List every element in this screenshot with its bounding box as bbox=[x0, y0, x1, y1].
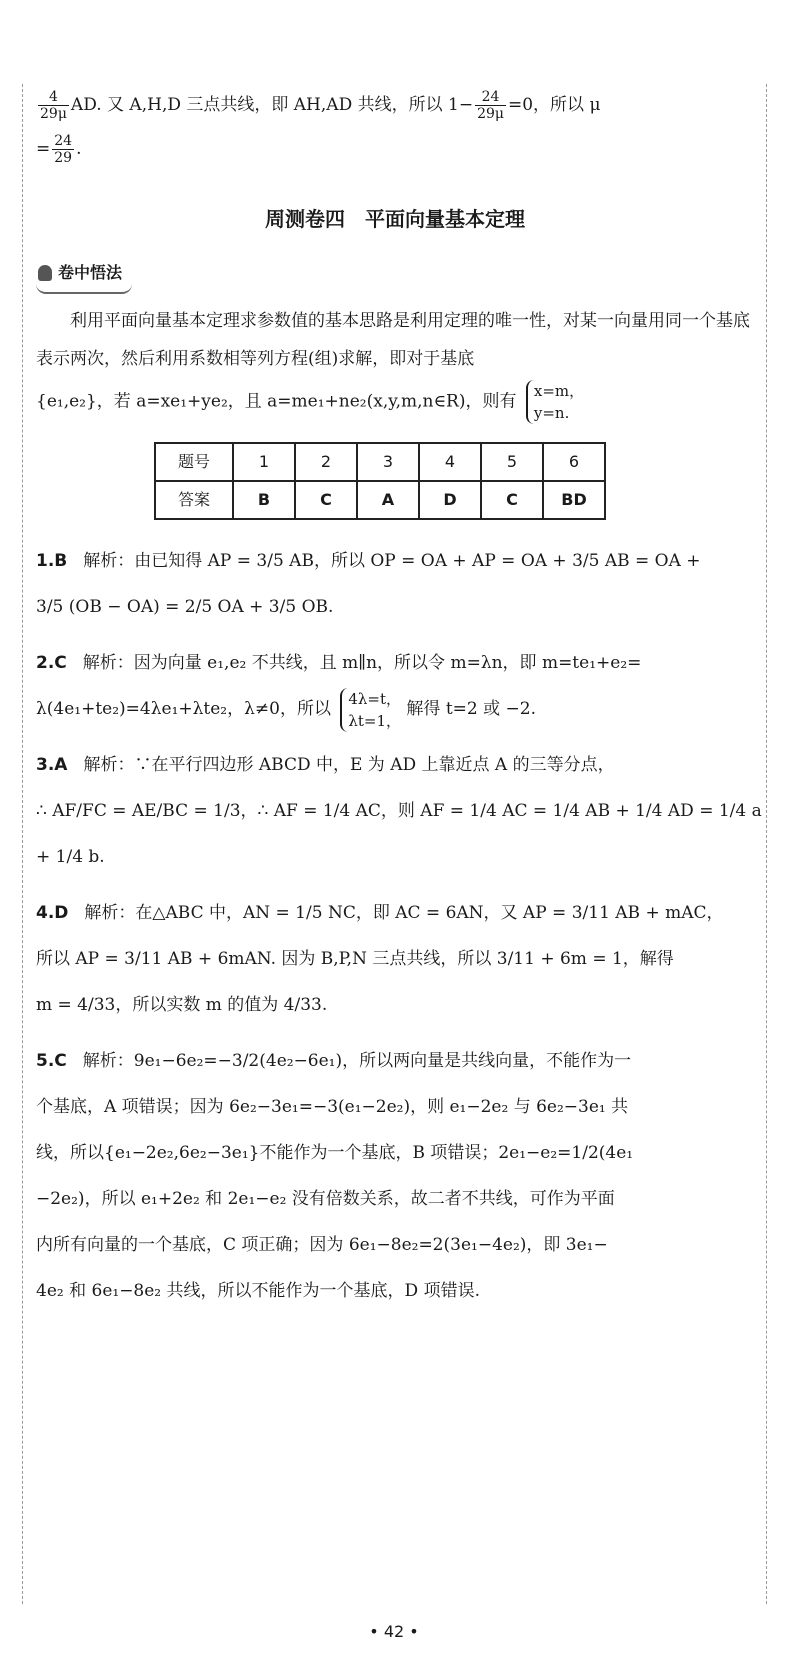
solution-3-line-1: 解析：∵在平行四边形 ABCD 中，E 为 AD 上靠近点 A 的三等分点， bbox=[83, 755, 615, 775]
answer-table-header-row bbox=[155, 443, 605, 481]
solution-1-label: 1.B bbox=[36, 551, 68, 571]
answer-table bbox=[154, 442, 606, 520]
solution-5-line-1: 解析：9e₁−6e₂=−3/2(4e₂−6e₁)，所以两向量是共线向量，不能作为一 bbox=[82, 1051, 632, 1071]
question-number-cell: 4 bbox=[419, 443, 481, 481]
question-number-cell: 2 bbox=[295, 443, 357, 481]
intro-fraction-1: $\frac{4}{29\mu}$ bbox=[40, 89, 67, 122]
solution-5-line-4: −2e₂)，所以 e₁+2e₂ 和 2e₁−e₂ 没有倍数关系，故二者不共线，可作为平面 bbox=[36, 1189, 615, 1209]
question-number-cell: 6 bbox=[543, 443, 605, 481]
section-title: 周测卷四 平面向量基本定理 bbox=[265, 207, 525, 231]
solution-2-equation-system: 4λ=t， λt=1， bbox=[340, 688, 401, 732]
solution-3-label: 3.A bbox=[36, 755, 68, 775]
solution-3-line-3: + 1/4 b. bbox=[36, 847, 105, 867]
solution-3-line-2: ∴ AF/FC = AE/BC = 1/3，∴ AF = 1/4 AC，则 AF = 1/4 AC = 1/4 AB + 1/4 AD = 1/4 a bbox=[36, 801, 762, 821]
solution-5-line-6: 4e₂ 和 6e₁−8e₂ 共线，所以不能作为一个基底，D 项错误. bbox=[36, 1281, 480, 1301]
solution-2-line-2a: λ(4e₁+te₂)=4λe₁+λte₂，λ≠0，所以 bbox=[36, 699, 331, 719]
solution-2-label: 2.C bbox=[36, 653, 67, 673]
solution-4-line-1: 解析：在△ABC 中，AN = 1/5 NC，即 AC = 6AN，又 AP = 3/11 AB + mAC， bbox=[84, 903, 724, 923]
solution-2-line-1: 解析：因为向量 e₁,e₂ 不共线，且 m∥n，所以令 m=λn，即 m=te₁+e₂= bbox=[82, 653, 642, 673]
method-badge: 卷中悟法 bbox=[36, 256, 132, 294]
method-paragraph: 利用平面向量基本定理求参数值的基本思路是利用定理的唯一性，对某一向量用同一个基底表示两次，然后利用系数相等列方程(组)求解，即对于基底 bbox=[36, 311, 750, 369]
solution-4-label: 4.D bbox=[36, 903, 69, 923]
method-formula-line: {e₁,e₂}，若 a=xe₁+ye₂，且 a=me₁+ne₂(x,y,m,n∈R)，则有 x=m， y=n. bbox=[36, 382, 585, 422]
intro-fraction-3: $\frac{24}{29}$ bbox=[54, 133, 73, 166]
solution-4 bbox=[36, 890, 754, 1028]
answer-cell: A bbox=[357, 481, 419, 519]
solution-1-line-1: 解析：由已知得 AP = 3/5 AB，所以 OP = OA + AP = OA + 3/5 AB = OA + bbox=[83, 551, 701, 571]
solution-5-line-3: 线，所以{e₁−2e₂,6e₂−3e₁}不能作为一个基底，B 项错误；2e₁−e₂=1/2(4e₁ bbox=[36, 1143, 634, 1163]
solution-1-line-2: 3/5 (OB − OA) = 2/5 OA + 3/5 OB. bbox=[36, 597, 334, 617]
solution-5 bbox=[36, 1038, 754, 1314]
solution-5-label: 5.C bbox=[36, 1051, 67, 1071]
question-number-cell: 1 bbox=[233, 443, 295, 481]
solution-3 bbox=[36, 742, 762, 880]
lightbulb-icon bbox=[38, 265, 52, 281]
method-equation-system: x=m， y=n. bbox=[526, 380, 584, 424]
answer-table-row2-label: 答案 bbox=[155, 481, 233, 519]
intro-fraction-2: $\frac{24}{29\mu}$ bbox=[477, 89, 504, 122]
right-fold-line bbox=[766, 84, 767, 1604]
solution-5-line-2: 个基底，A 项错误；因为 6e₂−3e₁=−3(e₁−2e₂)，则 e₁−2e₂ 与 6e₂−3e₁ 共 bbox=[36, 1097, 629, 1117]
answer-table-row1-label: 题号 bbox=[155, 443, 233, 481]
solution-5-line-5: 内所有向量的一个基底，C 项正确；因为 6e₁−8e₂=2(3e₁−4e₂)，即 3e₁− bbox=[36, 1235, 608, 1255]
answer-table-answer-row bbox=[155, 481, 605, 519]
question-number-cell: 5 bbox=[481, 443, 543, 481]
solution-4-line-2: 所以 AP = 3/11 AB + 6mAN. 因为 B,P,N 三点共线，所以 3/11 + 6m = 1，解得 bbox=[36, 949, 674, 969]
solution-1 bbox=[36, 538, 754, 630]
solution-2 bbox=[36, 640, 754, 732]
left-fold-line bbox=[22, 84, 23, 1604]
question-number-cell: 3 bbox=[357, 443, 419, 481]
answer-cell: D bbox=[419, 481, 481, 519]
answer-cell: C bbox=[295, 481, 357, 519]
solution-4-line-3: m = 4/33，所以实数 m 的值为 4/33. bbox=[36, 995, 328, 1015]
answer-cell: B bbox=[233, 481, 295, 519]
intro-line-1 bbox=[36, 88, 754, 122]
page-number: • 42 • bbox=[369, 1622, 419, 1641]
page-content bbox=[36, 88, 762, 1314]
intro-text-1: AD. 又 A,H,D 三点共线，即 AH,AD 共线，所以 1− bbox=[70, 95, 474, 115]
answer-cell: C bbox=[481, 481, 543, 519]
solution-2-line-2b: 解得 t=2 或 −2. bbox=[406, 699, 536, 719]
intro-line-2: = $\frac{24}{29}$ . bbox=[36, 133, 82, 166]
intro-text-2: =0，所以 μ bbox=[507, 95, 601, 115]
answer-cell: BD bbox=[543, 481, 605, 519]
